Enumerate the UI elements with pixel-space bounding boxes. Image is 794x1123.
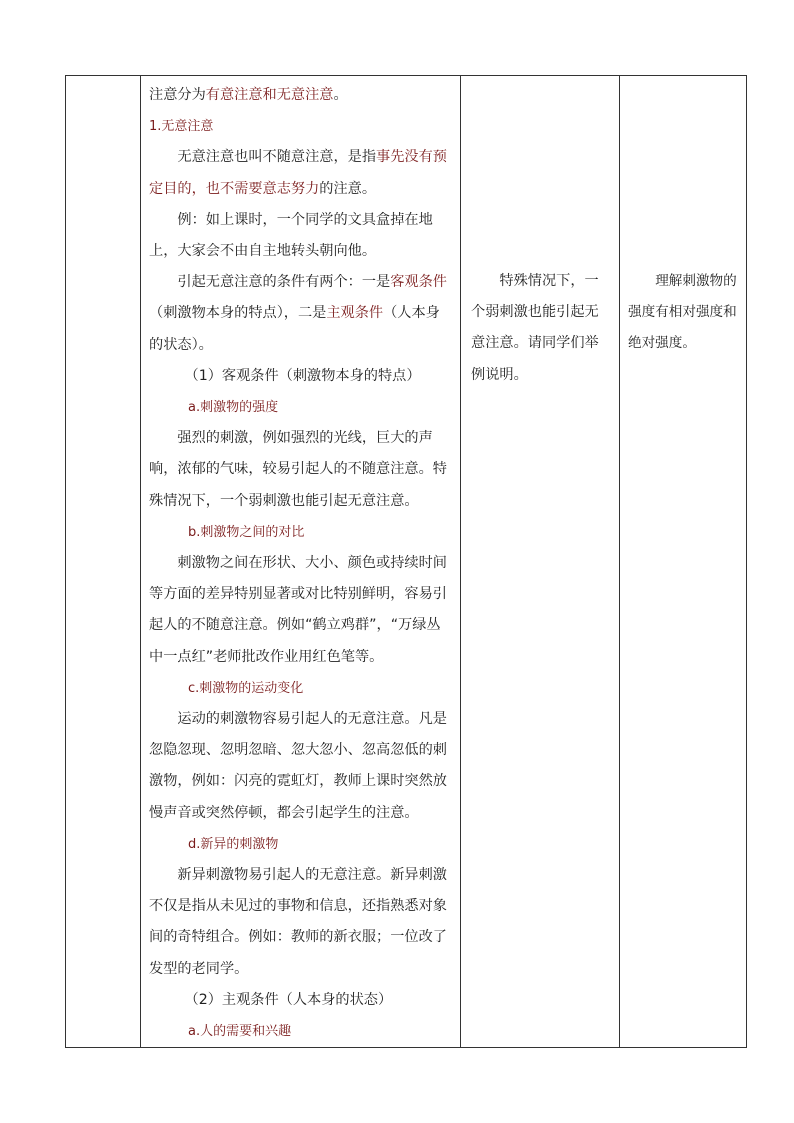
item-heading-a: a.刺激物的强度: [188, 400, 279, 416]
conditions-paragraph: 引起无意注意的条件有两个：一是客观条件（刺激物本身的特点），二是主观条件（人本身的状态）。: [149, 274, 447, 353]
intro-paragraph: 注意分为有意注意和无意注意。: [149, 87, 348, 103]
teaching-content-cell: [141, 76, 461, 1048]
student-activity-cell: [461, 76, 620, 1048]
table-row: [66, 76, 747, 1048]
item-heading-subj-a: a.人的需要和兴趣: [188, 1024, 292, 1040]
item-text-b: 刺激物之间在形状、大小、颜色或持续时间等方面的差异特别显著或对比特别鲜明，容易引起人的不随意注意。例如“鹤立鸡群”，“万绿丛中一点红”老师批改作业用红色笔等。: [149, 555, 447, 665]
item-text-a: 强烈的刺激，例如强烈的光线，巨大的声响，浓郁的气味，较易引起人的不随意注意。特殊情况下，一个弱刺激也能引起无意注意。: [149, 430, 447, 509]
item-heading-d: d.新异的刺激物: [188, 836, 279, 852]
subjective-condition-highlight: 主观条件: [326, 305, 384, 322]
subsection-heading: （1）客观条件（刺激物本身的特点）: [184, 367, 421, 384]
objective-condition-highlight: 客观条件: [390, 274, 447, 291]
design-intent-cell: [620, 76, 747, 1048]
section-heading: 1.无意注意: [149, 119, 214, 135]
item-heading-b: b.刺激物之间的对比: [188, 524, 305, 540]
lesson-plan-table: [65, 75, 747, 1048]
goal-text: 理解刺激物的强度有相对强度和绝对强度。: [628, 273, 737, 352]
item-text-d: 新异刺激物易引起人的无意注意。新异刺激不仅是指从未见过的事物和信息，还指熟悉对象间的奇特组合。例如：教师的新衣服；一位改了发型的老同学。: [149, 867, 447, 977]
definition-paragraph: 无意注意也叫不随意注意，是指事先没有预定目的，也不需要意志努力的注意。: [149, 149, 447, 197]
activity-text: 特殊情况下，一个弱刺激也能引起无意注意。请同学们举例说明。: [471, 273, 599, 383]
definition-highlight: 事先没有预定目的，也不需要意志努力: [149, 149, 447, 197]
stage-cell: [66, 76, 141, 1048]
subsection-heading-2: （2）主观条件（人本身的状态）: [184, 991, 393, 1008]
item-text-c: 运动的刺激物容易引起人的无意注意。凡是忽隐忽现、忽明忽暗、忽大忽小、忽高忽低的刺激物，例如：闪亮的霓虹灯，教师上课时突然放慢声音或突然停顿，都会引起学生的注意。: [149, 711, 447, 821]
item-heading-c: c.刺激物的运动变化: [188, 680, 304, 696]
intro-highlight: 有意注意和无意注意: [205, 87, 334, 103]
example-paragraph: 例：如上课时，一个同学的文具盒掉在地上，大家会不由自主地转头朝向他。: [149, 211, 433, 260]
